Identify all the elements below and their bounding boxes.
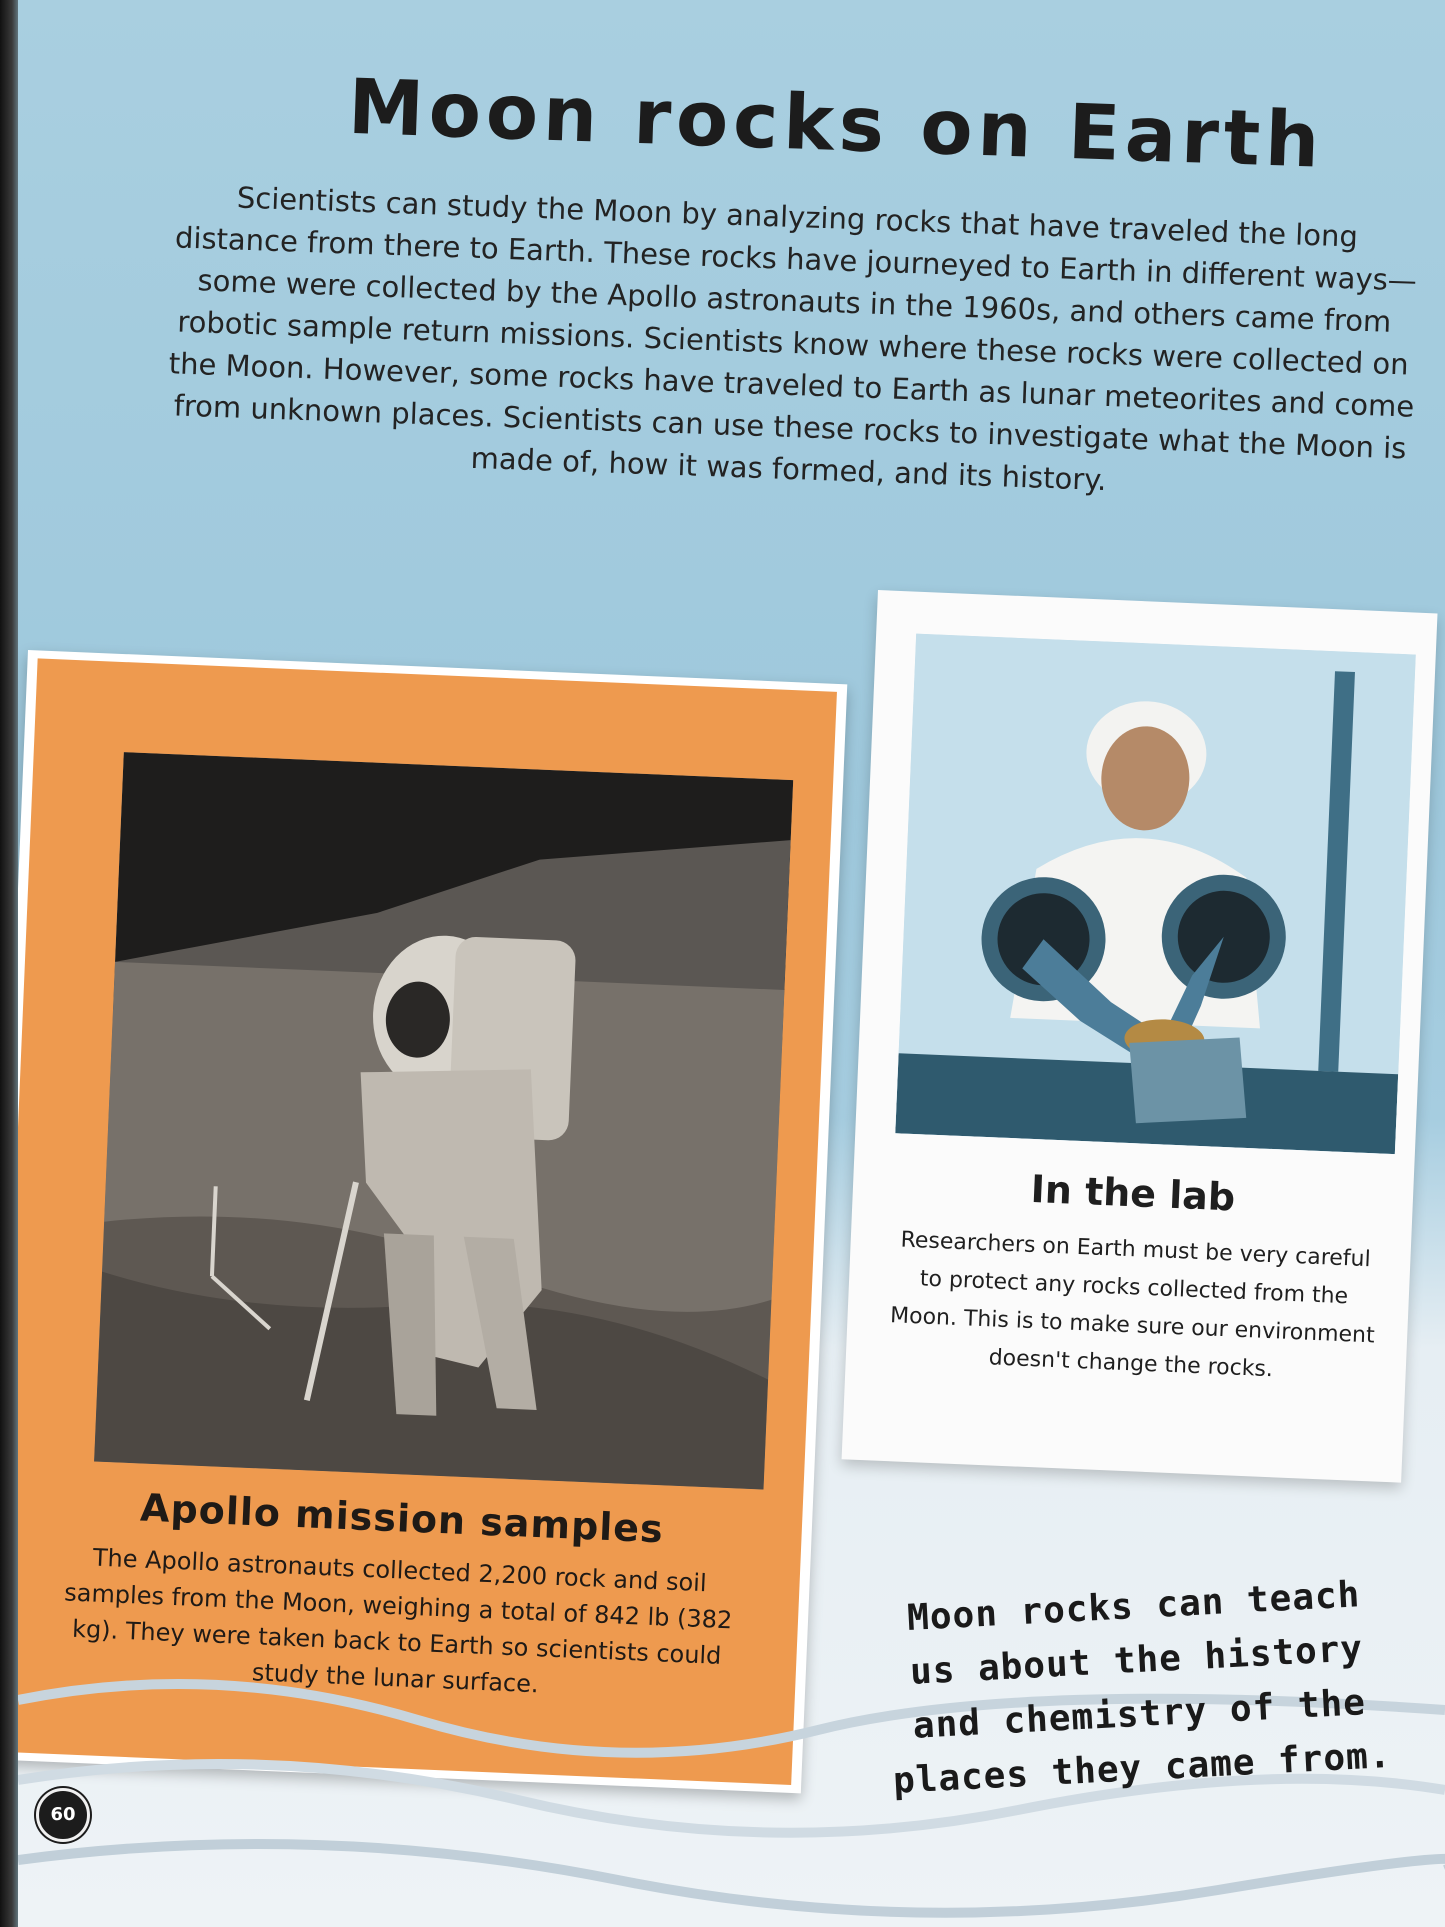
book-spine-shadow bbox=[0, 0, 20, 1927]
apollo-card-background bbox=[18, 658, 837, 1785]
lab-body: Researchers on Earth must be very careful to protect any rocks collected from the Moon. This is to make sure our environment doesn't change the rocks. bbox=[889, 1227, 1376, 1383]
apollo-card bbox=[18, 650, 847, 1793]
astronaut-photo-illustration bbox=[94, 752, 793, 1489]
closing-statement: Moon rocks can teach us about the history and chemistry of the places they came from. bbox=[892, 1574, 1393, 1802]
page-title: Moon rocks on Earth bbox=[346, 61, 1326, 185]
lab-card bbox=[842, 590, 1438, 1483]
page-number-badge: 60 bbox=[36, 1788, 90, 1842]
lab-illustration bbox=[895, 634, 1415, 1154]
apollo-heading: Apollo mission samples bbox=[139, 1485, 665, 1552]
lab-heading: In the lab bbox=[1029, 1166, 1237, 1220]
apollo-body: The Apollo astronauts collected 2,200 rock and soil samples from the Moon, weighing a total of 842 lb (382 kg). They were taken back to Earth so scientists could study the lunar surface. bbox=[63, 1543, 733, 1699]
scientist-glovebox-illustration bbox=[895, 634, 1415, 1154]
book-page bbox=[18, 0, 1445, 1927]
intro-paragraph: Scientists can study the Moon by analyzing rocks that have traveled the long distance from there to Earth. These rocks have journeyed to Earth in different ways—some were collected by the Apollo astronauts in the 1960s, and others came from robotic sample return missions. Scientists know where these rocks were collected on the Moon. However, some rocks have traveled to Earth as lunar meteorites and come from unknown places. Scientists can use these rocks to investigate what the Moon is made of, how it was formed, and its history. bbox=[168, 180, 1418, 498]
astronaut-photo bbox=[94, 752, 793, 1489]
